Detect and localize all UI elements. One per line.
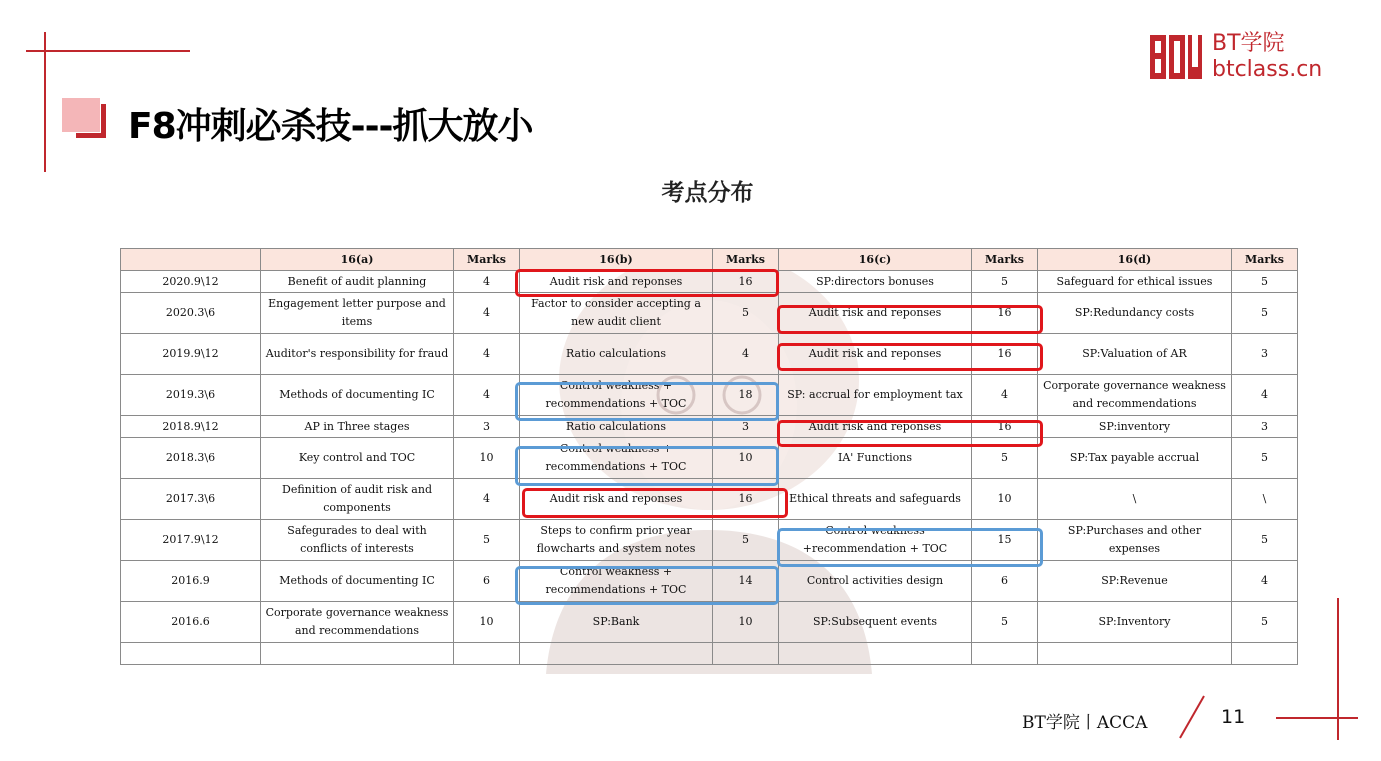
- table-cell: 4: [713, 334, 779, 375]
- table-cell: Auditor's responsibility for fraud: [261, 334, 454, 375]
- table-cell: 4: [454, 293, 520, 334]
- table-header-cell: Marks: [972, 249, 1038, 271]
- table-header-cell: 16(c): [779, 249, 972, 271]
- table-cell: Engagement letter purpose and items: [261, 293, 454, 334]
- table-cell: Control weakness + recommendations + TOC: [520, 375, 713, 416]
- table-row: [121, 520, 1298, 561]
- table-cell: 6: [972, 561, 1038, 602]
- table-header-row: [121, 249, 1298, 271]
- table-cell: Control weakness +recommendation + TOC: [779, 520, 972, 561]
- table-row: [121, 643, 1298, 665]
- table-header-cell: [121, 249, 261, 271]
- table-cell: SP:directors bonuses: [779, 271, 972, 293]
- table-cell: 16: [972, 334, 1038, 375]
- table-cell: [454, 643, 520, 665]
- table-cell: 16: [972, 293, 1038, 334]
- table-cell: [1038, 643, 1232, 665]
- table-cell: 4: [454, 479, 520, 520]
- table-cell: 5: [972, 438, 1038, 479]
- table-cell: 4: [1232, 375, 1298, 416]
- table-cell: Audit risk and reponses: [779, 416, 972, 438]
- table-cell: 3: [1232, 416, 1298, 438]
- table-cell: 4: [454, 334, 520, 375]
- table-cell: Audit risk and reponses: [779, 334, 972, 375]
- exam-session-cell: 2016.6: [121, 602, 261, 643]
- table-cell: Methods of documenting IC: [261, 375, 454, 416]
- table-cell: 3: [1232, 334, 1298, 375]
- highlight-red-box: [515, 269, 779, 297]
- table-cell: 4: [454, 271, 520, 293]
- table-cell: SP:Tax payable accrual: [1038, 438, 1232, 479]
- footer-divider: [1178, 694, 1206, 740]
- table-cell: 5: [454, 520, 520, 561]
- page-number: 11: [1221, 706, 1246, 728]
- table-cell: 10: [713, 438, 779, 479]
- table-cell: [1232, 643, 1298, 665]
- title-accent-bracket: [76, 104, 106, 138]
- table-cell: 14: [713, 561, 779, 602]
- exam-session-cell: 2016.9: [121, 561, 261, 602]
- table-cell: Corporate governance weakness and recommendations: [261, 602, 454, 643]
- table-cell: 18: [713, 375, 779, 416]
- logo-name: BT学院: [1212, 31, 1285, 56]
- corner-line-v-bottom: [1337, 598, 1339, 740]
- table-cell: 5: [1232, 520, 1298, 561]
- table-row: [121, 293, 1298, 334]
- table-cell: SP:Inventory: [1038, 602, 1232, 643]
- table-cell: 5: [972, 602, 1038, 643]
- table-cell: SP:Subsequent events: [779, 602, 972, 643]
- highlight-blue-box: [515, 566, 779, 605]
- table-header-cell: 16(d): [1038, 249, 1232, 271]
- exam-session-cell: 2020.3\6: [121, 293, 261, 334]
- table-cell: Ethical threats and safeguards: [779, 479, 972, 520]
- table-cell: Control weakness + recommendations + TOC: [520, 438, 713, 479]
- table-cell: Control weakness + recommendations + TOC: [520, 561, 713, 602]
- table-cell: [261, 643, 454, 665]
- table-cell: 4: [454, 375, 520, 416]
- highlight-blue-box: [515, 382, 779, 421]
- table-cell: [713, 643, 779, 665]
- table-row: [121, 602, 1298, 643]
- exam-session-cell: [121, 643, 261, 665]
- table-cell: \: [1232, 479, 1298, 520]
- highlight-blue-box: [777, 528, 1043, 567]
- table-cell: 5: [1232, 438, 1298, 479]
- table-cell: 16: [713, 271, 779, 293]
- table-cell: 10: [972, 479, 1038, 520]
- exam-session-cell: 2020.9\12: [121, 271, 261, 293]
- table-cell: 10: [713, 602, 779, 643]
- table-cell: 6: [454, 561, 520, 602]
- table-cell: Audit risk and reponses: [779, 293, 972, 334]
- table-header-cell: Marks: [454, 249, 520, 271]
- table-cell: SP:Valuation of AR: [1038, 334, 1232, 375]
- highlight-red-box: [777, 420, 1043, 447]
- table-header-cell: 16(a): [261, 249, 454, 271]
- table-cell: [520, 643, 713, 665]
- table-cell: 3: [454, 416, 520, 438]
- exam-session-cell: 2019.9\12: [121, 334, 261, 375]
- table-cell: 10: [454, 602, 520, 643]
- footer-label: BT学院丨ACCA: [1022, 713, 1148, 733]
- table-header-cell: Marks: [1232, 249, 1298, 271]
- table-cell: SP: accrual for employment tax: [779, 375, 972, 416]
- exam-session-cell: 2017.9\12: [121, 520, 261, 561]
- table-cell: Key control and TOC: [261, 438, 454, 479]
- corner-line-h-bottom: [1276, 717, 1358, 719]
- table-cell: SP:inventory: [1038, 416, 1232, 438]
- table-cell: SP:Redundancy costs: [1038, 293, 1232, 334]
- table-cell: Safeguard for ethical issues: [1038, 271, 1232, 293]
- table-cell: 16: [713, 479, 779, 520]
- corner-line-v-top: [44, 32, 46, 172]
- table-cell: 5: [1232, 602, 1298, 643]
- table-cell: 4: [972, 375, 1038, 416]
- slide-subtitle: 考点分布: [661, 180, 754, 206]
- table-cell: SP:Purchases and other expenses: [1038, 520, 1232, 561]
- table-header-cell: Marks: [713, 249, 779, 271]
- corner-line-h-top: [26, 50, 190, 52]
- exam-session-cell: 2018.9\12: [121, 416, 261, 438]
- highlight-red-box: [777, 305, 1043, 334]
- table-cell: 3: [713, 416, 779, 438]
- slide-title: F8冲刺必杀技---抓大放小: [128, 106, 533, 147]
- table-cell: Methods of documenting IC: [261, 561, 454, 602]
- table-cell: Definition of audit risk and components: [261, 479, 454, 520]
- table-cell: Steps to confirm prior year flowcharts and system notes: [520, 520, 713, 561]
- table-cell: 5: [713, 293, 779, 334]
- table-cell: 5: [1232, 293, 1298, 334]
- table-cell: SP:Revenue: [1038, 561, 1232, 602]
- table-cell: 5: [972, 271, 1038, 293]
- highlight-blue-box: [515, 446, 779, 486]
- table-cell: Audit risk and reponses: [520, 271, 713, 293]
- table-cell: Benefit of audit planning: [261, 271, 454, 293]
- table-cell: 10: [454, 438, 520, 479]
- bt-logo-icon: [1148, 31, 1204, 83]
- table-cell: Ratio calculations: [520, 334, 713, 375]
- table-cell: 4: [1232, 561, 1298, 602]
- table-cell: Ratio calculations: [520, 416, 713, 438]
- table-cell: SP:Bank: [520, 602, 713, 643]
- table-cell: IA' Functions: [779, 438, 972, 479]
- table-cell: [779, 643, 972, 665]
- table-cell: Safegurades to deal with conflicts of interests: [261, 520, 454, 561]
- table-header-cell: 16(b): [520, 249, 713, 271]
- table-cell: Corporate governance weakness and recommendations: [1038, 375, 1232, 416]
- exam-session-cell: 2019.3\6: [121, 375, 261, 416]
- table-row: [121, 334, 1298, 375]
- table-cell: Control activities design: [779, 561, 972, 602]
- exam-session-cell: 2017.3\6: [121, 479, 261, 520]
- table-cell: [972, 643, 1038, 665]
- table-cell: 5: [713, 520, 779, 561]
- table-cell: 5: [1232, 271, 1298, 293]
- table-cell: 16: [972, 416, 1038, 438]
- logo-url: btclass.cn: [1212, 57, 1323, 82]
- highlight-red-box: [522, 488, 788, 518]
- brand-logo: [1148, 31, 1322, 83]
- highlight-red-box: [777, 343, 1043, 371]
- table-cell: AP in Three stages: [261, 416, 454, 438]
- table-cell: 15: [972, 520, 1038, 561]
- table-cell: Audit risk and reponses: [520, 479, 713, 520]
- table-cell: \: [1038, 479, 1232, 520]
- exam-session-cell: 2018.3\6: [121, 438, 261, 479]
- table-cell: Factor to consider accepting a new audit client: [520, 293, 713, 334]
